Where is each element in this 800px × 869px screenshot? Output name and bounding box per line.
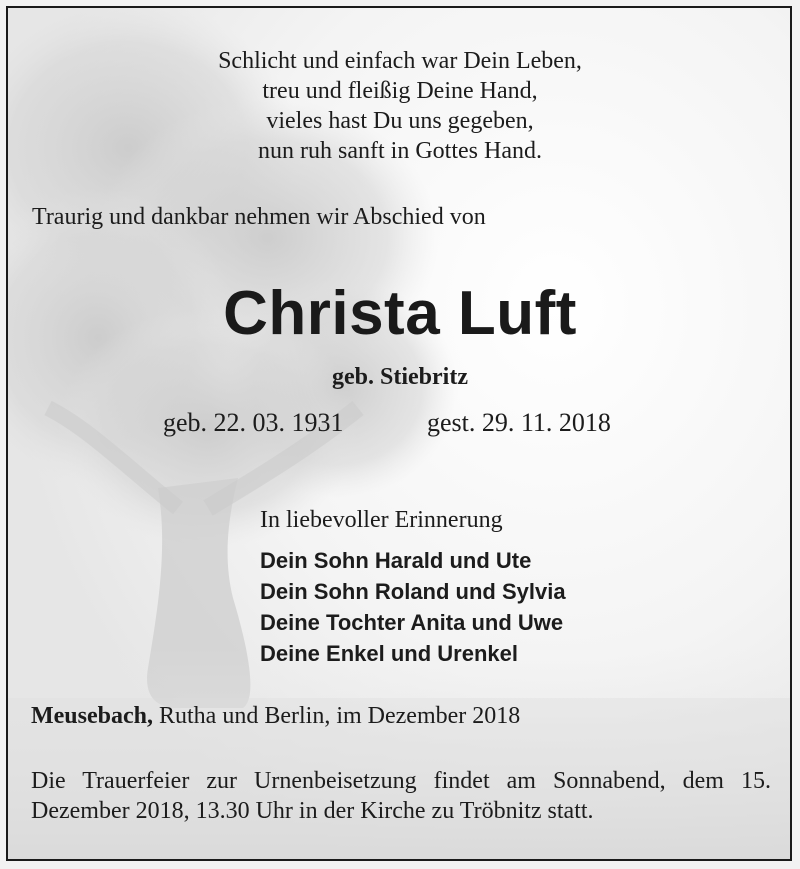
place-and-date: [31, 703, 520, 730]
place-primary: Meusebach,: [31, 703, 153, 729]
poem-line: Schlicht und einfach war Dein Leben,: [218, 48, 582, 74]
mourner-entry: Dein Sohn Harald und Ute: [260, 548, 532, 573]
memory-intro: In liebevoller Erinnerung: [260, 507, 503, 533]
mourners-list: [260, 545, 566, 669]
funeral-service-info: Die Trauerfeier zur Urnenbeisetzung findet am Sonnabend, dem 15. Dezember 2018, 13.30 Uhr in der Kirche zu Tröbnitz statt.: [31, 768, 771, 824]
deceased-name: Christa Luft: [223, 279, 577, 348]
maiden-name: geb. Stiebritz: [332, 364, 468, 390]
mourner-entry: Deine Enkel und Urenkel: [260, 641, 518, 666]
birth-date: geb. 22. 03. 1931: [163, 408, 344, 437]
poem-line: treu und fleißig Deine Hand,: [262, 78, 538, 104]
poem-line: vieles hast Du uns gegeben,: [266, 108, 534, 134]
mourner-entry: Dein Sohn Roland und Sylvia: [260, 579, 566, 604]
poem-line: nun ruh sanft in Gottes Hand.: [258, 138, 542, 164]
farewell-intro: Traurig und dankbar nehmen wir Abschied von: [32, 204, 486, 230]
poem: [0, 46, 800, 166]
mourner-entry: Deine Tochter Anita und Uwe: [260, 610, 564, 635]
place-rest: Rutha und Berlin, im Dezember 2018: [153, 703, 521, 729]
death-date: gest. 29. 11. 2018: [427, 408, 611, 437]
